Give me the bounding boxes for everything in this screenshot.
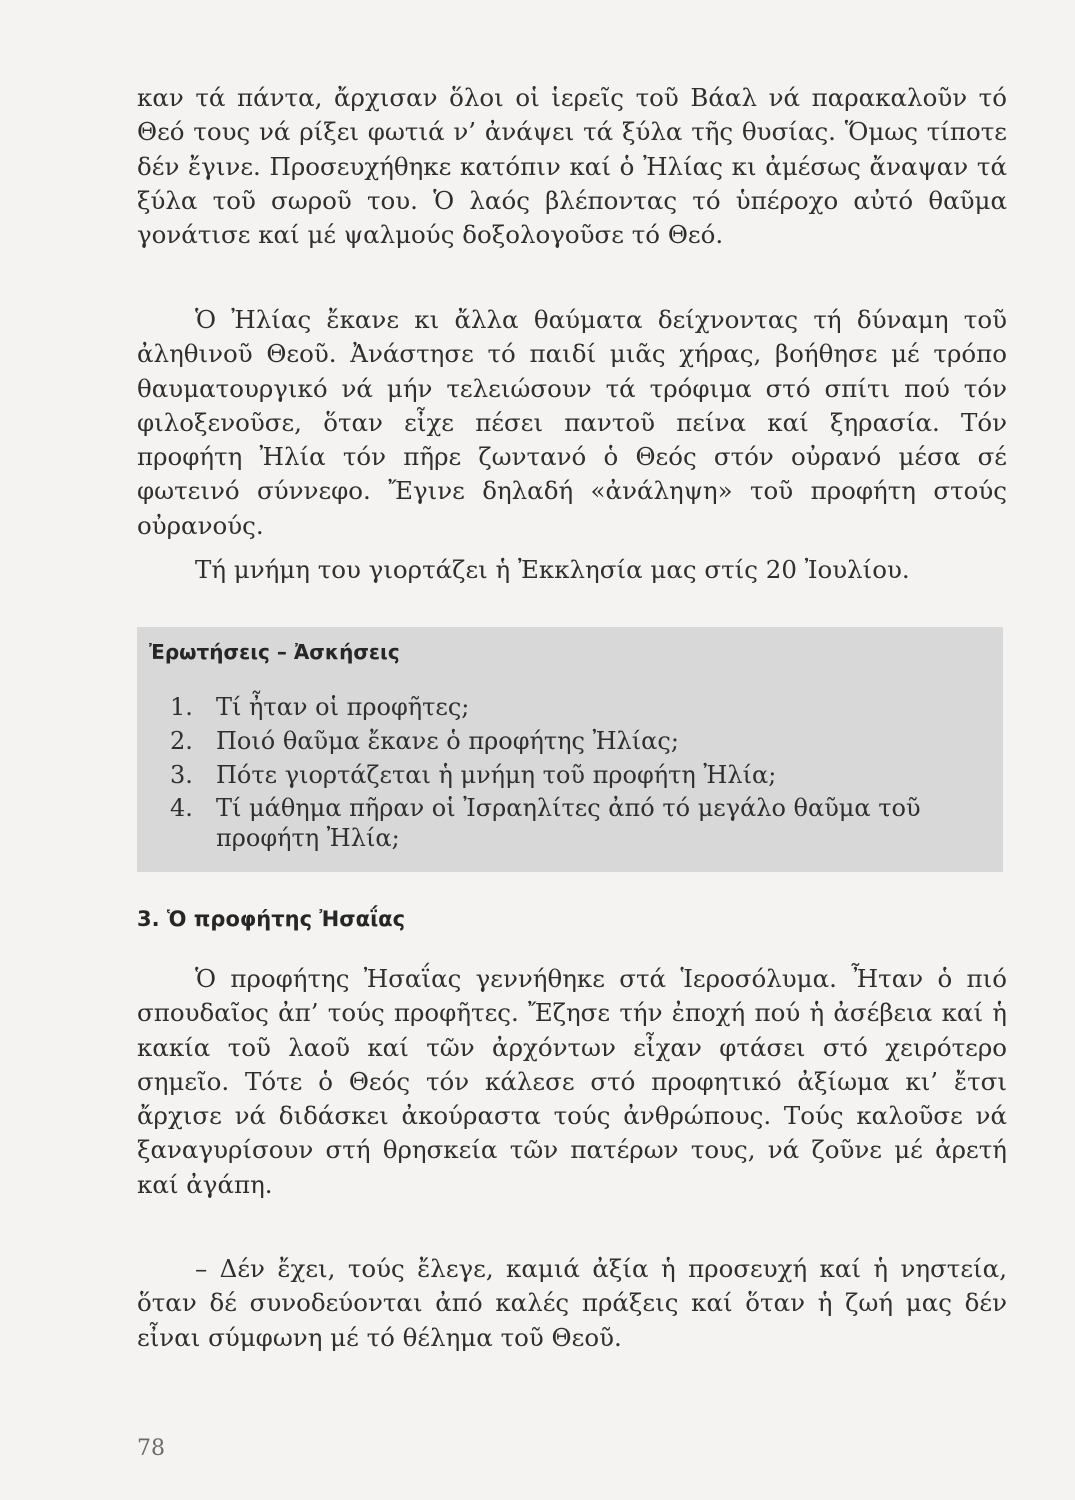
section-heading: 3. Ὁ προφήτης Ἠσαΐας	[137, 907, 406, 931]
questions-title: Ἐρωτήσεις – Ἀσκήσεις	[149, 640, 400, 664]
question-number: 2.	[170, 727, 193, 755]
paragraph-isaiah-intro: Ὁ προφήτης Ἠσαΐας γεννήθηκε στά Ἱεροσόλυμα. Ἦταν ὁ πιό σπουδαῖος ἀπ’ τούς προφῆτες. Ἔζησε τήν ἐποχή πού ἡ ἀσέβεια καί ἡ κακία τοῦ λαοῦ καί τῶν ἀρχόντων εἶχαν φτάσει στό χειρότερο σημεῖο. Τότε ὁ Θεός τόν κάλεσε στό προφητικό ἀξίωμα κι’ ἔτσι ἄρχισε νά διδάσκει ἀκούραστα τούς ἀνθρώπους. Τούς καλοῦσε νά ξαναγυρίσουν στή θρησκεία τῶν πατέρων τους, νά ζοῦνε μέ ἀρετή καί ἀγάπη.	[137, 964, 1007, 1199]
paragraph-baal-sacrifice: καν τά πάντα, ἄρχισαν ὅλοι οἱ ἱερεῖς τοῦ Βάαλ νά παρακαλοῦν τό Θεό τους νά ρίξει φωτιά ν’ ἀνάψει τά ξύλα τῆς θυσίας. Ὅμως τίποτε δέν ἔγινε. Προσευχήθηκε κατόπιν καί ὁ Ἠλίας κι ἀμέσως ἄναψαν τά ξύλα τοῦ σωροῦ του. Ὁ λαός βλέποντας τό ὑπέροχο αὐτό θαῦμα γονάτισε καί μέ ψαλμούς δοξολογοῦσε τό Θεό.	[137, 83, 1007, 250]
paragraph-feast-day: Τή μνήμη του γιορτάζει ἡ Ἐκκλησία μας στίς 20 Ἰουλίου.	[195, 555, 910, 584]
question-text: Τί μάθημα πῆραν οἱ Ἰσραηλίτες ἀπό τό μεγάλο θαῦμα τοῦ προφήτη Ἠλία;	[216, 794, 921, 852]
question-text: Πότε γιορτάζεται ἡ μνήμη τοῦ προφήτη Ἠλία;	[216, 761, 777, 789]
paragraph-elijah-miracles: Ὁ Ἠλίας ἔκανε κι ἄλλα θαύματα δείχνοντας τή δύναμη τοῦ ἀληθινοῦ Θεοῦ. Ἀνάστησε τό παιδί μιᾶς χήρας, βοήθησε μέ τρόπο θαυματουργικό νά μήν τελειώσουν τά τρόφιμα στό σπίτι πού τόν φιλοξενοῦσε, ὅταν εἶχε πέσει παντοῦ πείνα καί ξηρασία. Τόν προφήτη Ἠλία τόν πῆρε ζωντανό ὁ Θεός στόν οὐρανό μέσα σέ φωτεινό σύννεφο. Ἔγινε δηλαδή «ἀνάληψη» τοῦ προφήτη στούς οὐρανούς.	[137, 305, 1007, 540]
question-number: 1.	[170, 693, 193, 721]
question-text: Τί ἦταν οἱ προφῆτες;	[216, 693, 470, 721]
paragraph-isaiah-quote: – Δέν ἔχει, τούς ἔλεγε, καμιά ἀξία ἡ προσευχή καί ἡ νηστεία, ὅταν δέ συνοδεύονται ἀπό καλές πράξεις καί ὅταν ἡ ζωή μας δέν εἶναι σύμφωνη μέ τό θέλημα τοῦ Θεοῦ.	[137, 1254, 1007, 1352]
page-number: 78	[137, 1436, 165, 1461]
question-number: 4.	[170, 794, 193, 822]
question-number: 3.	[170, 761, 193, 789]
question-text: Ποιό θαῦμα ἔκανε ὁ προφήτης Ἠλίας;	[216, 727, 679, 755]
